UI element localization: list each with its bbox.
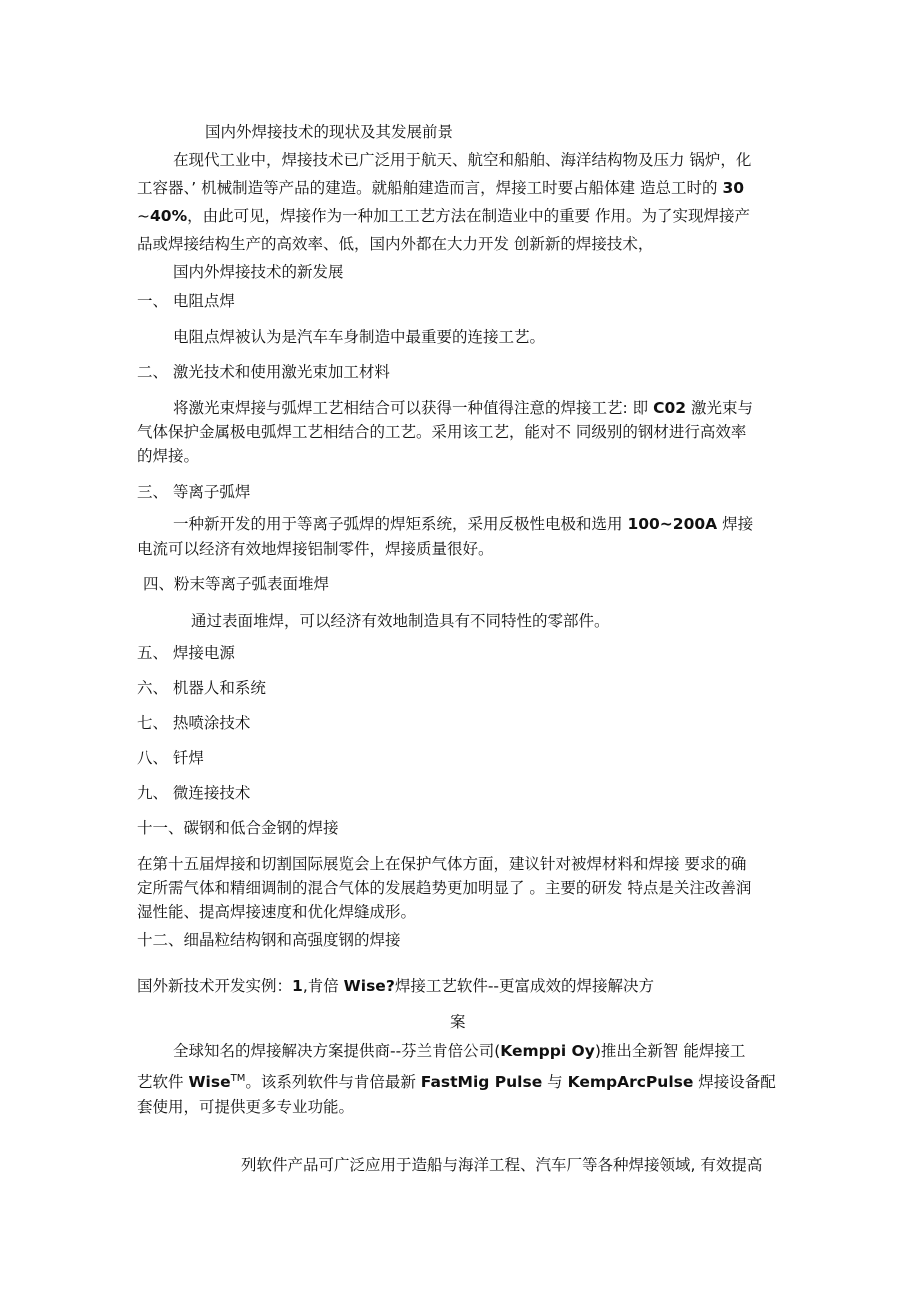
section-heading: 一、 电阻点焊	[137, 292, 235, 310]
section-body	[173, 514, 753, 534]
intro-line-1: 在现代工业中，焊接技术已广泛用于航天、航空和船舶、海洋结构物及压力 锅炉，化	[173, 151, 752, 169]
body-text: 激光束与	[686, 399, 753, 417]
section-heading: 七、 热喷涂技术	[137, 714, 251, 732]
product-name: FastMig Pulse	[420, 1073, 543, 1092]
product-name: KempArcPulse	[567, 1073, 694, 1092]
body-text: )推出全新智 能焊接工	[594, 1042, 746, 1060]
section-heading: 四、粉末等离子弧表面堆焊	[143, 575, 330, 593]
body-figure: 100~200A	[627, 515, 718, 533]
subtitle: 国内外焊接技术的新发展	[173, 263, 344, 281]
intro-line-3	[137, 206, 750, 226]
intro-figure: 40%	[150, 207, 188, 225]
example-text: 国外新技术开发实例：	[137, 977, 293, 995]
intro-line-2	[137, 178, 744, 198]
body-text: 一种新开发的用于等离子弧焊的焊矩系统，采用反极性电极和选用	[173, 515, 628, 533]
example-body: 列软件产品可广泛应用于造船与海洋工程、汽车厂等各种焊接领域, 有效提高	[241, 1156, 763, 1174]
example-body	[173, 1041, 745, 1061]
example-product: Wise?	[343, 977, 395, 995]
section-body: 定所需气体和精细调制的混合气体的发展趋势更加明显了 。主要的研发 特点是关注改善润	[137, 879, 752, 897]
section-heading: 二、 激光技术和使用激光束加工材料	[137, 363, 390, 381]
section-body: 电阻点焊被认为是汽车车身制造中最重要的连接工艺。	[173, 328, 546, 346]
example-text: 焊接工艺软件--更富成效的焊接解决方	[394, 977, 654, 995]
body-text: 焊接设备配	[693, 1073, 776, 1092]
intro-figure: 30	[722, 179, 745, 197]
section-body: 的焊接。	[137, 447, 200, 465]
section-heading: 五、 焊接电源	[137, 644, 235, 662]
example-heading-wrap: 案	[450, 1013, 466, 1031]
example-heading	[137, 976, 654, 996]
section-heading: 九、 微连接技术	[137, 784, 251, 802]
body-text: 将激光束焊接与弧焊工艺相结合可以获得一种值得注意的焊接工艺: 即	[173, 399, 654, 417]
product-name: Wise	[188, 1073, 231, 1092]
example-text: ,肯倍	[302, 977, 344, 995]
body-text: 艺软件	[137, 1073, 189, 1092]
section-heading: 十二、细晶粒结构钢和高强度钢的焊接	[137, 931, 401, 949]
section-body: 气体保护金属极电弧焊工艺相结合的工艺。采用该工艺，能对不 同级别的钢材进行高效率	[137, 423, 747, 441]
section-heading: 十一、碳钢和低合金钢的焊接	[137, 819, 339, 837]
intro-text: ，由此可见，焊接作为一种加工工艺方法在制造业中的重要 作用。为了实现焊接产	[187, 207, 751, 225]
doc-title: 国内外焊接技术的现状及其发展前景	[205, 123, 454, 141]
intro-tilde: ~	[137, 207, 150, 225]
intro-text: 工容器、’ 机械制造等产品的建造。就船舶建造而言，焊接工时要占船体建 造总工时的	[137, 179, 723, 197]
body-text: 全球知名的焊接解决方案提供商--芬兰肯倍公司(	[173, 1042, 501, 1060]
trademark: TM	[230, 1073, 246, 1084]
example-number: 1	[292, 977, 303, 995]
body-figure: C02	[653, 399, 687, 417]
section-body: 湿性能、提高焊接速度和优化焊缝成形。	[137, 903, 417, 921]
body-text: 与	[542, 1073, 568, 1092]
body-text: 。该系列软件与肯倍最新	[245, 1073, 421, 1092]
example-body: 套使用，可提供更多专业功能。	[137, 1098, 355, 1116]
section-body: 电流可以经济有效地焊接铝制零件，焊接质量很好。	[137, 540, 494, 558]
intro-line-4: 品或焊接结构生产的高效率、低，国内外都在大力开发 创新新的焊接技术，	[137, 235, 654, 253]
company-name: Kemppi Oy	[500, 1042, 595, 1060]
section-heading: 三、 等离子弧焊	[137, 483, 251, 501]
section-body	[173, 398, 753, 418]
body-text: 焊接	[717, 515, 754, 533]
section-heading: 六、 机器人和系统	[137, 679, 266, 697]
section-body: 在第十五届焊接和切割国际展览会上在保护气体方面，建议针对被焊材料和焊接 要求的确	[137, 855, 747, 873]
example-body	[137, 1069, 776, 1092]
section-heading: 八、 钎焊	[137, 749, 204, 767]
section-body: 通过表面堆焊，可以经济有效地制造具有不同特性的零部件。	[191, 612, 610, 630]
